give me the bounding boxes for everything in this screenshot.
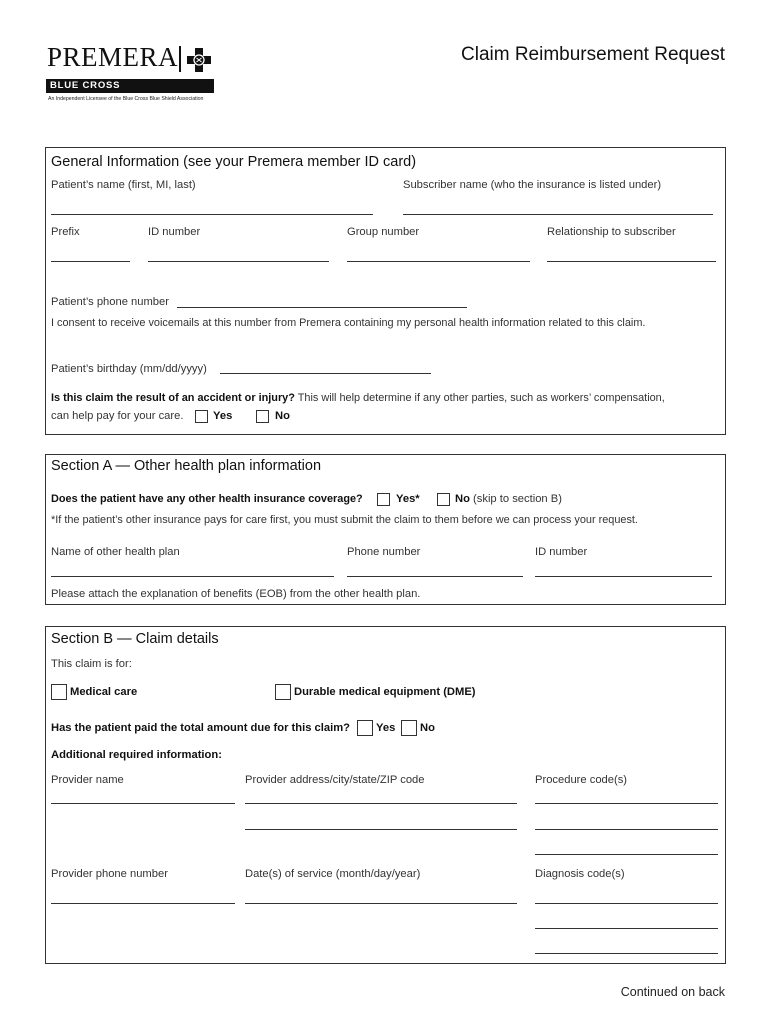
other-plan-id-field[interactable] (535, 576, 712, 577)
diagnosis-code-field-2[interactable] (535, 928, 718, 929)
provider-name-label: Provider name (51, 774, 124, 786)
general-section-title: General Information (see your Premera member ID card) (51, 154, 417, 170)
eob-attach-note: Please attach the explanation of benefits (EOB) from the other health plan. (51, 588, 421, 600)
other-coverage-no-label: No (455, 493, 470, 505)
patient-birthday-label: Patient’s birthday (mm/dd/yyyy) (51, 363, 207, 375)
accident-yes-label: Yes (213, 410, 233, 422)
accident-note-continued: can help pay for your care. (51, 410, 184, 422)
paid-question: Has the patient paid the total amount due for this claim? (51, 722, 350, 734)
section-b-title: Section B — Claim details (51, 631, 219, 647)
procedure-code-field-3[interactable] (535, 854, 718, 855)
id-number-field[interactable] (148, 261, 329, 262)
patient-name-field[interactable] (51, 214, 373, 215)
id-number-label: ID number (148, 226, 201, 238)
patient-name-label: Patient’s name (first, MI, last) (51, 179, 196, 191)
dates-of-service-label: Date(s) of service (month/day/year) (245, 868, 421, 880)
section-a-title: Section A — Other health plan information (51, 458, 322, 474)
skip-note: (skip to section B) (473, 493, 562, 505)
other-coverage-no-line (455, 493, 562, 505)
provider-address-field-1[interactable] (245, 803, 517, 804)
logo-divider (179, 46, 181, 72)
patient-phone-field[interactable] (177, 307, 467, 308)
blue-cross-logo-icon (186, 47, 212, 73)
accident-yes-checkbox[interactable] (195, 410, 208, 423)
group-number-label: Group number (347, 226, 420, 238)
other-plan-name-label: Name of other health plan (51, 546, 180, 558)
relationship-field[interactable] (547, 261, 716, 262)
paid-yes-checkbox[interactable] (357, 720, 373, 736)
accident-no-checkbox[interactable] (256, 410, 269, 423)
prefix-label: Prefix (51, 226, 80, 238)
provider-address-field-2[interactable] (245, 829, 517, 830)
group-number-field[interactable] (347, 261, 530, 262)
other-coverage-yes-checkbox[interactable] (377, 493, 390, 506)
other-coverage-question: Does the patient have any other health insurance coverage? (51, 493, 363, 505)
section-b (45, 626, 726, 964)
premera-logo-text: PREMERA (47, 42, 179, 72)
continued-on-back: Continued on back (620, 985, 725, 999)
procedure-codes-label: Procedure code(s) (535, 774, 628, 786)
blue-cross-band: BLUE CROSS (46, 79, 214, 93)
dates-of-service-field[interactable] (245, 903, 517, 904)
paid-yes-label: Yes (376, 722, 396, 734)
other-plan-phone-label: Phone number (347, 546, 421, 558)
procedure-code-field-1[interactable] (535, 803, 718, 804)
provider-address-label: Provider address/city/state/ZIP code (245, 774, 425, 786)
additional-info-label: Additional required information: (51, 749, 222, 761)
other-coverage-no-checkbox[interactable] (437, 493, 450, 506)
diagnosis-code-field-1[interactable] (535, 903, 718, 904)
diagnosis-codes-label: Diagnosis code(s) (535, 868, 625, 880)
relationship-label: Relationship to subscriber (547, 226, 676, 238)
dme-checkbox[interactable] (275, 684, 291, 700)
logo-tagline: An Independent Licensee of the Blue Cross Blue Shield Association (48, 96, 204, 102)
subscriber-name-label: Subscriber name (who the insurance is listed under) (403, 179, 662, 191)
section-a (45, 454, 726, 605)
other-coverage-yes-label: Yes* (396, 493, 420, 505)
patient-phone-label: Patient’s phone number (51, 296, 169, 308)
accident-note: This will help determine if any other parties, such as workers’ compensation, (297, 392, 665, 404)
voicemail-consent-text: I consent to receive voicemails at this number from Premera containing my personal health information related to this claim. (51, 317, 646, 329)
provider-phone-label: Provider phone number (51, 868, 168, 880)
claim-for-label: This claim is for: (51, 658, 132, 670)
provider-name-field[interactable] (51, 803, 235, 804)
other-plan-id-label: ID number (535, 546, 588, 558)
accident-no-label: No (275, 410, 290, 422)
other-insurance-footnote: *If the patient’s other insurance pays for care first, you must submit the claim to them before we can process your request. (51, 514, 638, 526)
medical-care-label: Medical care (70, 686, 138, 698)
other-plan-name-field[interactable] (51, 576, 334, 577)
prefix-field[interactable] (51, 261, 130, 262)
document-title: Claim Reimbursement Request (461, 44, 725, 65)
subscriber-name-field[interactable] (403, 214, 713, 215)
medical-care-checkbox[interactable] (51, 684, 67, 700)
diagnosis-code-field-3[interactable] (535, 953, 718, 954)
accident-question: Is this claim the result of an accident or injury? (51, 392, 295, 404)
provider-phone-field[interactable] (51, 903, 235, 904)
accident-question-line (51, 392, 665, 404)
dme-label: Durable medical equipment (DME) (294, 686, 476, 698)
procedure-code-field-2[interactable] (535, 829, 718, 830)
patient-birthday-field[interactable] (220, 373, 431, 374)
paid-no-label: No (420, 722, 435, 734)
other-plan-phone-field[interactable] (347, 576, 523, 577)
paid-no-checkbox[interactable] (401, 720, 417, 736)
